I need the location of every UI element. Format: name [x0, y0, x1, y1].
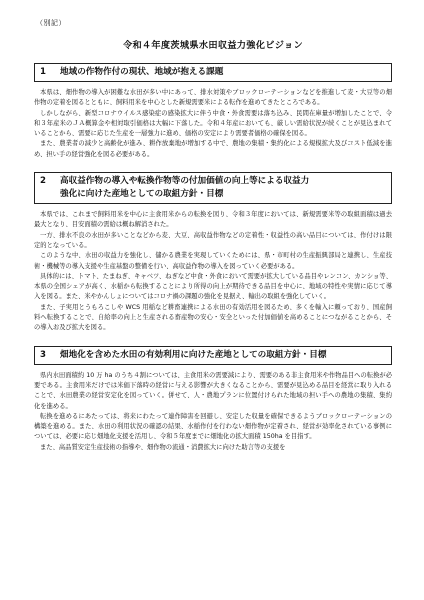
- section-3-heading-text: 畑地化を含めた水田の有効利用に向けた産地としての取組方針・目標: [60, 349, 327, 360]
- paragraph: 転換を進めるにあたっては、将来にわたって連作障害を回避し、安定した収量を確保できるようブロックローテーションの構築を進める。また、水田の利用状況の確認の結果、水稲作付を行わない畑作物が定着され、経営が効率化されている事例については、必要に応じ畑地化支援を活用し、令和５年度までに畑地化の拡大面積 150ha を目指す。: [34, 412, 392, 441]
- section-2-body: [34, 210, 392, 334]
- paragraph: 本県では、これまで飼料用米を中心に主食用米からの転換を図り、令和３年度においては、新規需要米等の取組面積は過去最大となり、目安面積の需給は概ね解消された。: [34, 211, 392, 229]
- paragraph: このような中、水田の収益力を強化し、儲かる農業を実現していくためには、県・市町村の生産振興部局と連携し、生産技術・機械等の導入支援や生産基盤の整備を行い、高収益作物の導入を図っていく必要がある。: [34, 252, 392, 270]
- section-2-heading: [34, 172, 392, 204]
- paragraph: しかしながら、新型コロナウイルス感染症の感染拡大に伴う中食・外食需要は落ち込み、民間在庫量が増加したことで、令和３年産米のＪＡ概算金や相対取引価格は大幅に下落した。令和４年産においても、厳しい需給状況が続くことが見込まれていることから、需要に応じた生産を一層強力に進め、価格の安定により需要者価格の確保を図る。: [34, 109, 392, 138]
- section-1-body: [34, 88, 392, 160]
- paragraph: 具体的には、トマト、たまねぎ、キャベツ、ねぎなど中食・外食において需要が拡大している品目やレンコン、カンショ等、本県の全国シェアが高く、水稲から転換することにより所得の向上が期待できる品目を中心に、地域の特性や実情に応じて導入を図る。また、米やかんしょについてはコロナ禍の課題の強化を見据え、輸出の取組を強化していく。: [34, 272, 392, 301]
- section-1-heading-text: 地域の作物作付の現状、地域が抱える課題: [60, 67, 224, 77]
- paragraph: 本県は、畑作物の導入が困難な水田が多い中にあって、排水対策やブロックローテーションなどを推進して麦・大豆等の畑作物の定着を図るとともに、飼料用米を中心とした新規需要米による転作を進めてきたところである。: [34, 89, 392, 107]
- section-2-heading-line-2: 強化に向けた産地としての取組方針・目標: [60, 189, 224, 200]
- section-2-heading-line-1: 高収益作物の導入や転換作物等の付加価値の向上等による収益力: [60, 176, 310, 187]
- paragraph: 県内水田面積約 10 万 ha のうち４割については、主食用米の需要減により、需要のある非主食用米や作物品目への転換が必要である。主食用米だけでは米価下落時の経営に与える影響が大きくなることから、需要が見込める品目を経営に取り入れることで、水田農業の経営安定化を図っていく。併せて、人・農地プランに位置付けられた地域の担い手への農地の集積、集約化を進める。: [34, 371, 392, 410]
- paragraph: また、高品質安定生産技術の指導や、畑作物の流通・消費拡大に向けた助言等の支援を: [40, 443, 286, 451]
- section-1-number: 1: [40, 67, 46, 77]
- page-title: 令和４年度茨城県水田収益力強化ビジョン: [122, 40, 304, 51]
- annex-label: （別記）: [36, 19, 66, 27]
- section-3-heading: [34, 346, 392, 365]
- section-3-body: [34, 371, 392, 453]
- paragraph: また、農業者の減少と高齢化が進み、耕作放棄地が増加する中で、農地の集積・集約化による規模拡大及びコスト低減を進め、担い手の経営強化を図る必要がある。: [34, 140, 392, 158]
- section-1-heading: [34, 63, 392, 82]
- section-2-number: 2: [40, 176, 46, 187]
- section-3-number: 3: [40, 349, 46, 360]
- paragraph: また、子実用とうもろこしや WCS 用稲など耕畜連携による水田の有効活用を図るため、多くを輸入に頼っており、国産飼料へ転換することで、自給率の向上と生産される畜産物の安心・安全といった付加価値を高めることにつながることから、その導入お及び拡大を図る。: [34, 303, 392, 332]
- document-page: [34, 18, 392, 453]
- paragraph: 一方、排水不良の水田が多いことなどから麦、大豆、高収益作物などの定着性・収益性の高い品目については、作付けは限定的となっている。: [34, 231, 392, 249]
